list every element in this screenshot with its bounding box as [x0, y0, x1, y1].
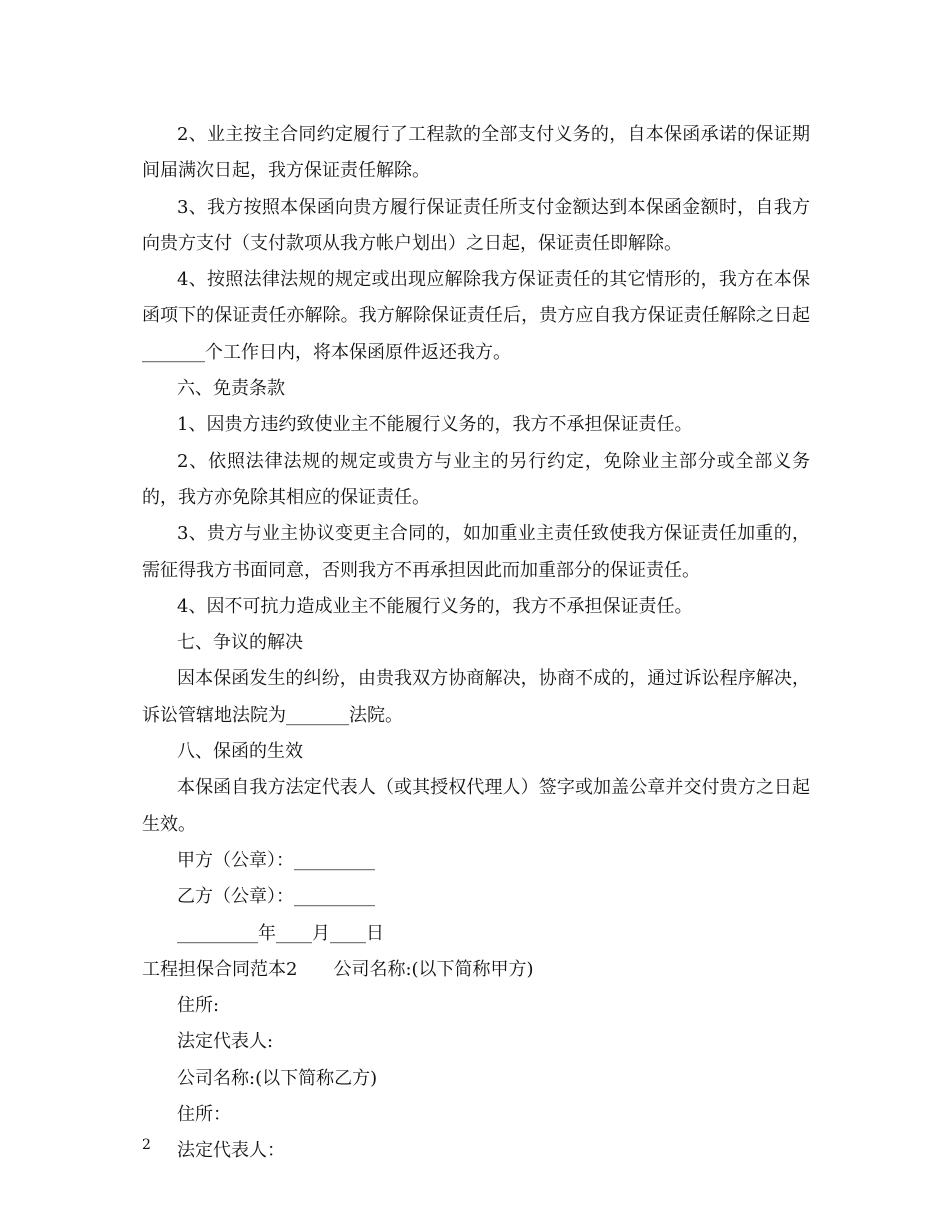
- signature-party-b: 乙方（公章）：_________: [177, 886, 375, 908]
- section-heading-effect: 八、保函的生效: [177, 741, 303, 763]
- party-a-address: 住所:: [177, 995, 220, 1017]
- contract-title-line: 工程担保合同范本2 公司名称:(以下简称甲方): [142, 958, 534, 980]
- paragraph-effect: 本保函自我方法定代表人（或其授权代理人）签字或加盖公章并交付贵方之日起生效。: [142, 777, 810, 835]
- party-b-address: 住所：: [177, 1104, 231, 1126]
- section-heading-dispute: 七、争议的解决: [177, 632, 303, 654]
- paragraph-exemption-4: 4、因不可抗力造成业主不能履行义务的，我方不承担保证责任。: [177, 595, 693, 617]
- signature-party-a: 甲方（公章）：_________: [177, 849, 375, 871]
- paragraph-release-law: 4、按照法律法规的规定或出现应解除我方保证责任的其它情形的，我方在本保函项下的保证责任亦解除。我方解除保证责任后，贵方应自我方保证责任解除之日起_______个工作日内，将本保函原件返还我方。: [142, 269, 810, 363]
- paragraph-exemption-2: 2、依照法律法规的规定或贵方与业主的另行约定，免除业主部分或全部义务的，我方亦免除其相应的保证责任。: [142, 450, 810, 508]
- party-b-representative: 法定代表人：: [177, 1140, 285, 1162]
- party-b-company-name: 公司名称:(以下简称乙方): [177, 1067, 378, 1089]
- section-heading-exemption: 六、免责条款: [177, 378, 285, 400]
- page-number: 2: [142, 1137, 151, 1153]
- document-body: [142, 117, 810, 1170]
- paragraph-release-payment: 2、业主按主合同约定履行了工程款的全部支付义务的，自本保函承诺的保证期间届满次日起，我方保证责任解除。: [142, 124, 810, 182]
- paragraph-exemption-1: 1、因贵方违约致使业主不能履行义务的，我方不承担保证责任。: [177, 414, 693, 436]
- signature-date: _________年____月____日: [177, 922, 384, 944]
- paragraph-release-amount: 3、我方按照本保函向贵方履行保证责任所支付金额达到本保函金额时，自我方向贵方支付（支付款项从我方帐户划出）之日起，保证责任即解除。: [142, 196, 810, 254]
- paragraph-exemption-3: 3、贵方与业主协议变更主合同的，如加重业主责任致使我方保证责任加重的，需征得我方书面同意，否则我方不再承担因此而加重部分的保证责任。: [142, 523, 810, 581]
- paragraph-dispute: 因本保函发生的纠纷，由贵我双方协商解决，协商不成的，通过诉讼程序解决，诉讼管辖地法院为_______法院。: [142, 668, 810, 726]
- party-a-representative: 法定代表人:: [177, 1031, 274, 1053]
